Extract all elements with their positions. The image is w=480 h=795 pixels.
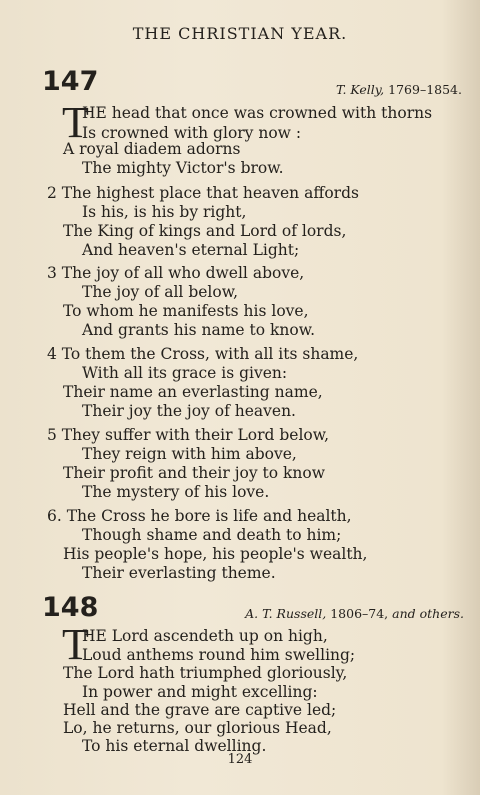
hymn-line: Loud anthems round him swelling; bbox=[82, 646, 356, 664]
hymn-line: Lo, he returns, our glorious Head, bbox=[63, 719, 332, 737]
author-extra: and others. bbox=[392, 606, 464, 621]
hymn-line: Their everlasting theme. bbox=[82, 564, 276, 582]
hymn-line: The mighty Victor's brow. bbox=[82, 159, 284, 177]
hymn-line: To his eternal dwelling. bbox=[82, 737, 267, 755]
hymn-line: With all its grace is given: bbox=[82, 364, 288, 382]
hymn-line: Their profit and their joy to know bbox=[63, 464, 325, 482]
hymn-line: 4 To them the Cross, with all its shame, bbox=[47, 345, 359, 363]
hymn-author bbox=[245, 606, 464, 621]
hymn-author bbox=[336, 82, 462, 97]
drop-cap: T bbox=[62, 98, 89, 147]
hymn-line: 3 The joy of all who dwell above, bbox=[47, 264, 305, 282]
hymn-line: They reign with him above, bbox=[82, 445, 297, 463]
hymn-line: Hell and the grave are captive led; bbox=[63, 701, 337, 719]
hymn-number: 148 bbox=[42, 592, 99, 623]
hymn-line: The Lord hath triumphed gloriously, bbox=[63, 664, 348, 682]
author-dates: 1769–1854. bbox=[388, 82, 462, 97]
running-head: THE CHRISTIAN YEAR. bbox=[132, 24, 348, 43]
author-dates: 1806–74, bbox=[330, 606, 389, 621]
hymn-number: 147 bbox=[42, 66, 99, 97]
hymn-line: HE head that once was crowned with thorns bbox=[82, 104, 433, 122]
hymn-line: The mystery of his love. bbox=[82, 483, 270, 501]
hymn-line: Is his, is his by right, bbox=[82, 203, 247, 221]
hymn-line: The King of kings and Lord of lords, bbox=[63, 222, 347, 240]
hymn-line: Is crowned with glory now : bbox=[82, 124, 302, 142]
hymn-line: 2 The highest place that heaven affords bbox=[47, 184, 359, 202]
hymn-line: Their joy the joy of heaven. bbox=[82, 402, 296, 420]
hymn-line: The joy of all below, bbox=[82, 283, 239, 301]
hymn-line: 5 They suffer with their Lord below, bbox=[47, 426, 330, 444]
hymn-line: To whom he manifests his love, bbox=[63, 302, 309, 320]
page-number: 124 bbox=[227, 752, 253, 767]
hymn-line: And grants his name to know. bbox=[82, 321, 316, 339]
hymn-line: Though shame and death to him; bbox=[82, 526, 342, 544]
hymn-line: Their name an everlasting name, bbox=[63, 383, 323, 401]
hymn-line: A royal diadem adorns bbox=[63, 140, 241, 158]
drop-cap: T bbox=[62, 620, 89, 669]
hymn-line: His people's hope, his people's wealth, bbox=[63, 545, 368, 563]
hymn-line: 6. The Cross he bore is life and health, bbox=[47, 507, 352, 525]
author-name: A. T. Russell, bbox=[245, 606, 327, 621]
hymn-line: And heaven's eternal Light; bbox=[82, 241, 300, 259]
author-name: T. Kelly, bbox=[335, 82, 385, 97]
hymn-line: HE Lord ascendeth up on high, bbox=[82, 627, 328, 645]
hymn-line: In power and might excelling: bbox=[82, 683, 318, 701]
